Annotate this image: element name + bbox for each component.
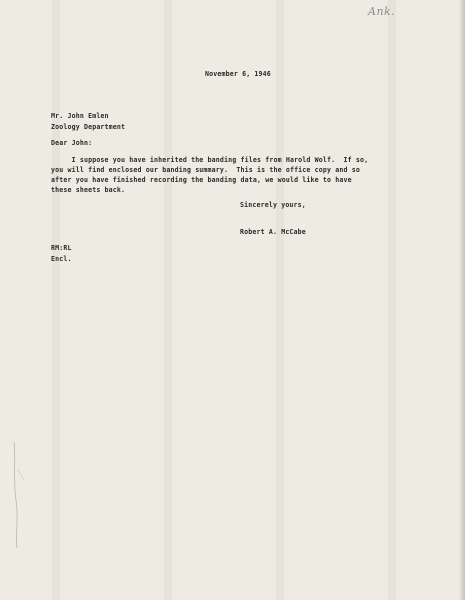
body-line: I suppose you have inherited the banding files from Harold Wolf. If so, xyxy=(51,156,369,164)
body-line: these sheets back. xyxy=(51,186,126,194)
letter-date: November 6, 1946 xyxy=(205,70,271,78)
body-line: you will find enclosed our banding summary. This is the office copy and so xyxy=(51,166,360,174)
salutation: Dear John: xyxy=(51,139,93,147)
typist-initials: RM:RL xyxy=(51,244,72,252)
recipient-department: Zoology Department xyxy=(51,123,126,131)
enclosure-note: Encl. xyxy=(51,255,72,263)
recipient-name: Mr. John Emlen xyxy=(51,112,109,120)
closing: Sincerely yours, xyxy=(240,201,306,209)
body-line: after you have finished recording the banding data, we would like to have xyxy=(51,176,352,184)
signature: Robert A. McCabe xyxy=(240,228,306,236)
handwritten-note: Ank. xyxy=(368,5,396,18)
margin-pencil-marks xyxy=(10,440,30,550)
